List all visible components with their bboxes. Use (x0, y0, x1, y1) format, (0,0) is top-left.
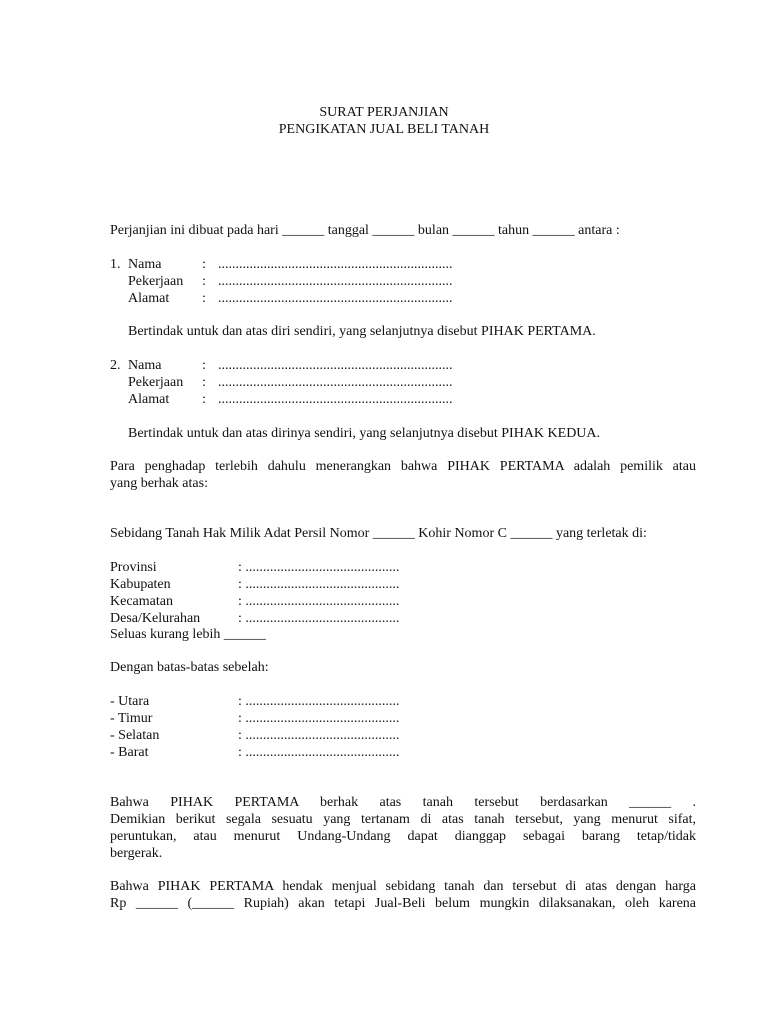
party1-name-field: ................................................................... (218, 257, 453, 272)
party1-number: 1. (110, 257, 121, 272)
batas-intro: Dengan batas-batas sebelah: (110, 660, 269, 675)
paragraph-berhak-line2: Demikian berikut segala sesuatu yang tertanam di atas tanah tersebut, yang menurut sifat, (110, 812, 696, 827)
batas-timur-label: - Timur (110, 711, 153, 726)
party2-job-label: Pekerjaan (128, 375, 184, 390)
party2-name-sep: : (202, 358, 206, 373)
party2-address-field: ................................................................... (218, 392, 453, 407)
document-title: SURAT PERJANJIAN (319, 105, 449, 120)
location-desa-label: Desa/Kelurahan (110, 611, 201, 626)
location-kecamatan-label: Kecamatan (110, 594, 173, 609)
party1-job-sep: : (202, 274, 206, 289)
intro-line: Perjanjian ini dibuat pada hari ______ tanggal ______ bulan ______ tahun ______ antara : (110, 223, 620, 238)
location-kabupaten-value: : ............................................ (238, 577, 400, 592)
party1-job-label: Pekerjaan (128, 274, 184, 289)
batas-barat-label: - Barat (110, 745, 149, 760)
party2-job-sep: : (202, 375, 206, 390)
party1-name-sep: : (202, 257, 206, 272)
party1-address-sep: : (202, 291, 206, 306)
batas-selatan-label: - Selatan (110, 728, 160, 743)
batas-timur-value: : ............................................ (238, 711, 400, 726)
paragraph-penghadap (110, 458, 696, 492)
paragraph-penghadap-line1: Para penghadap terlebih dahulu menerangkan bahwa PIHAK PERTAMA adalah pemilik atau (110, 459, 696, 474)
party1-name-label: Nama (128, 257, 162, 272)
party1-statement: Bertindak untuk dan atas diri sendiri, yang selanjutnya disebut PIHAK PERTAMA. (128, 324, 596, 339)
location-desa-value: : ............................................ (238, 611, 400, 626)
location-provinsi-label: Provinsi (110, 560, 157, 575)
batas-barat-value: : ............................................ (238, 745, 400, 760)
party1-address-label: Alamat (128, 291, 170, 306)
location-provinsi-value: : ............................................ (238, 560, 400, 575)
paragraph-berhak-line1: Bahwa PIHAK PERTAMA berhak atas tanah tersebut berdasarkan ______ . (110, 795, 696, 810)
paragraph-berhak (110, 794, 696, 862)
party1-address-field: ................................................................... (218, 291, 453, 306)
party2-address-label: Alamat (128, 392, 170, 407)
paragraph-penghadap-line2: yang berhak atas: (110, 476, 208, 491)
paragraph-berhak-line3: peruntukan, atau menurut Undang-Undang dapat dianggap sebagai barang tetap/tidak (110, 829, 696, 844)
party2-name-field: ................................................................... (218, 358, 453, 373)
batas-utara-label: - Utara (110, 694, 150, 709)
party2-number: 2. (110, 358, 121, 373)
paragraph-menjual (110, 878, 696, 912)
sebidang-line: Sebidang Tanah Hak Milik Adat Persil Nomor ______ Kohir Nomor C ______ yang terletak di: (110, 526, 647, 541)
paragraph-berhak-line4: bergerak. (110, 846, 163, 861)
seluas-line: Seluas kurang lebih ______ (110, 627, 266, 642)
batas-selatan-value: : ............................................ (238, 728, 400, 743)
party2-address-sep: : (202, 392, 206, 407)
party2-statement: Bertindak untuk dan atas dirinya sendiri, yang selanjutnya disebut PIHAK KEDUA. (128, 426, 601, 441)
paragraph-menjual-line2: Rp ______ (______ Rupiah) akan tetapi Jual-Beli belum mungkin dilaksanakan, oleh karena (110, 896, 696, 911)
document-subtitle: PENGIKATAN JUAL BELI TANAH (278, 122, 490, 137)
batas-utara-value: : ............................................ (238, 694, 400, 709)
location-kabupaten-label: Kabupaten (110, 577, 171, 592)
party1-job-field: ................................................................... (218, 274, 453, 289)
location-kecamatan-value: : ............................................ (238, 594, 400, 609)
party2-job-field: ................................................................... (218, 375, 453, 390)
paragraph-menjual-line1: Bahwa PIHAK PERTAMA hendak menjual sebidang tanah dan tersebut di atas dengan harga (110, 879, 696, 894)
party2-name-label: Nama (128, 358, 162, 373)
